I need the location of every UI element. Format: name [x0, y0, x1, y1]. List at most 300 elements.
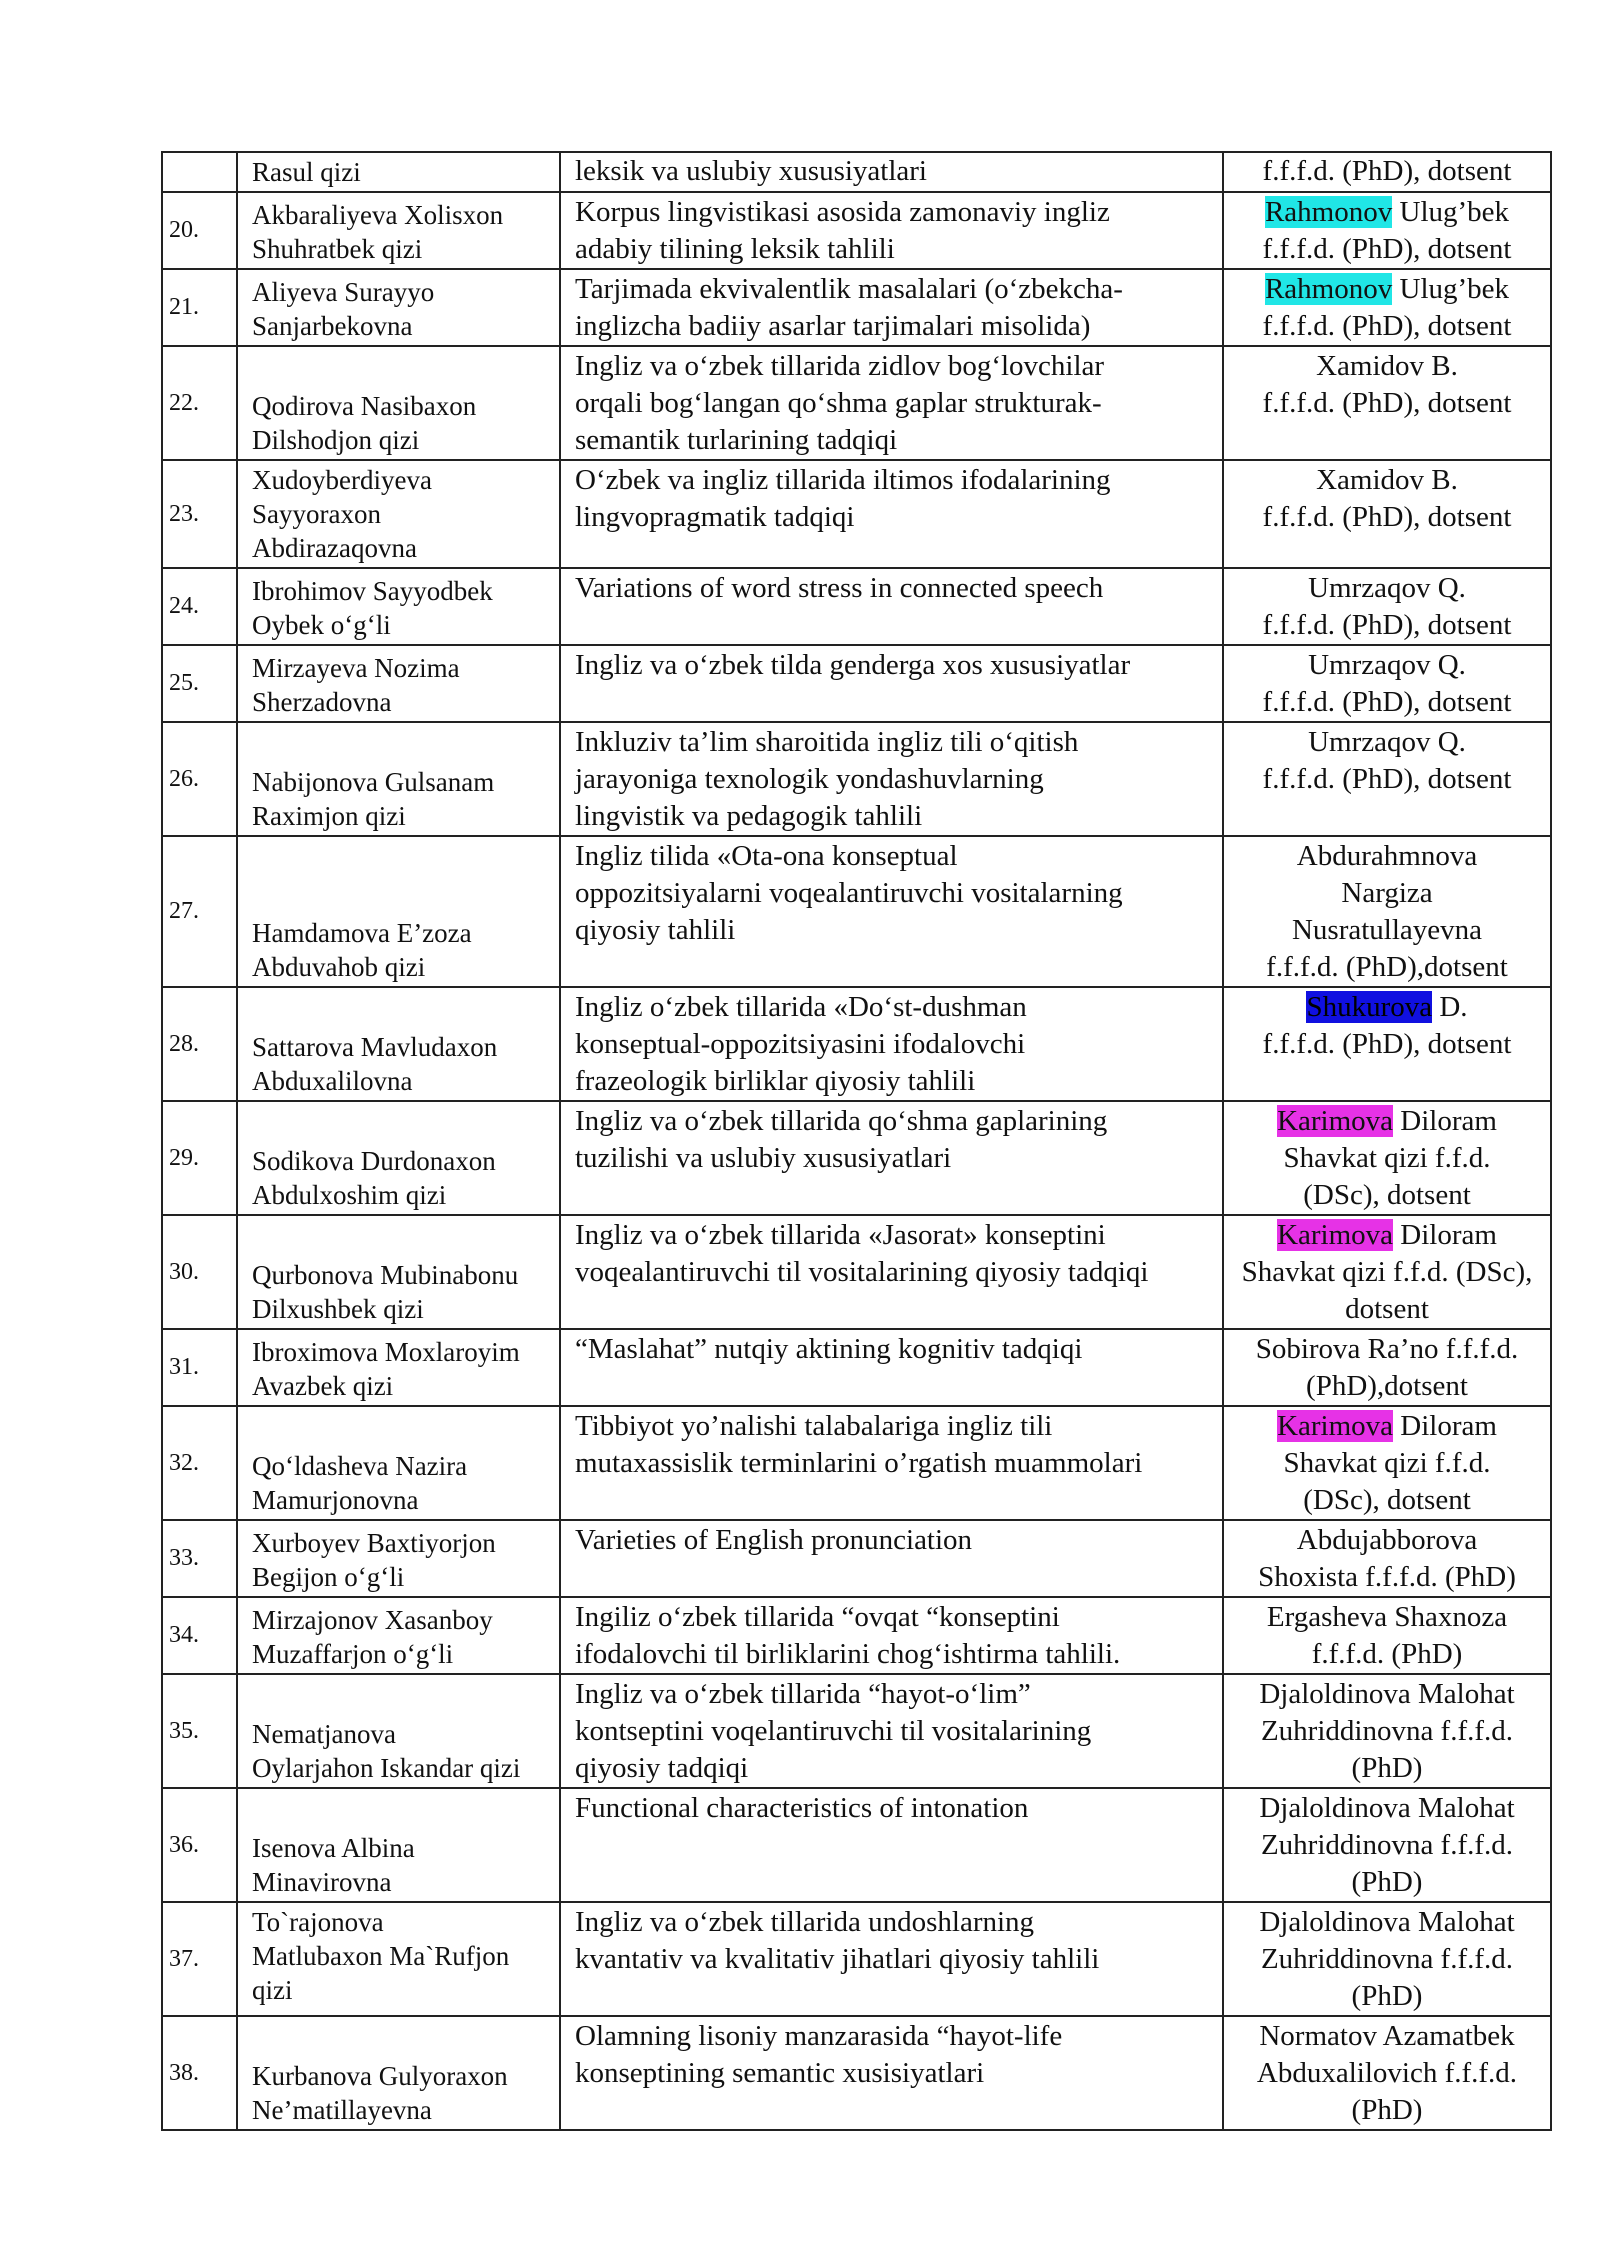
highlighted-surname: Karimova [1277, 1219, 1394, 1251]
advisor-cell [1223, 1101, 1551, 1215]
row-number-cell [162, 1101, 237, 1215]
advisor-cell [1223, 1520, 1551, 1597]
thesis-topic-line: Ingliz va o‘zbek tillarida qo‘shma gaplarining [575, 1105, 1108, 1137]
student-name-cell [237, 1101, 560, 1215]
advisor-line [1226, 499, 1548, 536]
advisor-text: Shavkat qizi f.f.d. [1283, 1447, 1491, 1479]
advisor-text: Shoxista f.f.f.d. (PhD) [1258, 1561, 1516, 1593]
advisor-text: f.f.f.d. (PhD), dotsent [1262, 310, 1512, 342]
advisor-line [1226, 1445, 1548, 1482]
student-name-line: Qurbonova Mubinabonu [252, 1260, 519, 1290]
advisor-line [1226, 1482, 1548, 1519]
advisor-line [1226, 1790, 1548, 1827]
student-name-line: Mirzayeva Nozima [252, 653, 460, 683]
highlighted-surname: Karimova [1277, 1410, 1394, 1442]
advisor-line [1226, 1941, 1548, 1978]
advisor-line [1226, 838, 1548, 875]
student-name-cell [237, 1329, 560, 1406]
advisor-text: Abdurahmnova [1296, 840, 1478, 872]
thesis-topic-cell [560, 645, 1223, 722]
advisor-cell [1223, 2016, 1551, 2130]
table-row [162, 152, 1551, 192]
student-name-line: Qo‘ldasheva Nazira [252, 1451, 468, 1481]
advisor-text: Djaloldinova Malohat [1259, 1678, 1515, 1710]
student-name-cell [237, 192, 560, 269]
thesis-topic-line: jarayoniga texnologik yondashuvlarning [575, 763, 1044, 795]
advisor-text: Diloram [1393, 1219, 1497, 1251]
thesis-topic-cell [560, 1406, 1223, 1520]
table-row [162, 2016, 1551, 2130]
row-number: 36. [169, 1831, 199, 1858]
student-name-line: Qodirova Nasibaxon [252, 391, 477, 421]
advisor-line [1226, 989, 1548, 1026]
student-name-line: Mamurjonovna [252, 1485, 419, 1515]
table-row [162, 1597, 1551, 1674]
table-row [162, 568, 1551, 645]
advisor-text: f.f.f.d. (PhD) [1311, 1638, 1463, 1670]
advisor-cell [1223, 1902, 1551, 2016]
thesis-topic-cell [560, 192, 1223, 269]
student-name-line: Kurbanova Gulyoraxon [252, 2061, 508, 2091]
advisor-text: Ulug’bek [1392, 273, 1510, 305]
student-name-line: Xudoyberdiyeva [252, 465, 432, 495]
row-number: 20. [169, 217, 199, 243]
advisor-cell [1223, 346, 1551, 460]
student-name-line: Rasul qizi [252, 157, 361, 187]
advisor-line [1226, 1140, 1548, 1177]
row-number-cell [162, 836, 237, 987]
thesis-topic-line: qiyosiy tadqiqi [575, 1752, 749, 1784]
advisor-line [1226, 462, 1548, 499]
advisor-text: (DSc), dotsent [1303, 1484, 1471, 1516]
table-row [162, 836, 1551, 987]
row-number: 28. [169, 1030, 199, 1057]
thesis-topic-line: Ingliz tilida «Ota-ona konseptual [575, 840, 958, 872]
student-name-line: Hamdamova E’zoza [252, 918, 472, 948]
thesis-topic-line: lingvistik va pedagogik tahlili [575, 800, 923, 832]
thesis-topic-cell [560, 1101, 1223, 1215]
row-number: 31. [169, 1354, 199, 1380]
advisor-cell [1223, 1406, 1551, 1520]
advisor-line [1226, 1904, 1548, 1941]
advisor-text: Zuhriddinovna f.f.f.d. [1260, 1715, 1514, 1747]
advisor-line [1226, 1864, 1548, 1901]
advisor-text: (PhD) [1351, 1752, 1423, 1784]
advisor-cell [1223, 722, 1551, 836]
thesis-topic-line: Ingliz va o‘zbek tillarida “hayot-o‘lim” [575, 1678, 1031, 1710]
thesis-topics-table [161, 151, 1552, 2131]
thesis-topic-line: oppozitsiyalarni voqealantiruvchi vositalarning [575, 877, 1123, 909]
thesis-topic-line: Varieties of English pronunciation [575, 1524, 973, 1556]
thesis-topic-line: Ingiliz o‘zbek tillarida “ovqat “konseptini [575, 1601, 1060, 1633]
advisor-line [1226, 308, 1548, 345]
student-name-line: Oybek o‘g‘li [252, 610, 391, 640]
thesis-topic-line: konseptual-oppozitsiyasini ifodalovchi [575, 1028, 1026, 1060]
table-row [162, 460, 1551, 568]
row-number-cell [162, 987, 237, 1101]
thesis-topic-line: Ingliz o‘zbek tillarida «Do‘st-dushman [575, 991, 1027, 1023]
table-body [162, 152, 1551, 2130]
advisor-text: (PhD) [1351, 1980, 1423, 2012]
thesis-topic-line: Ingliz va o‘zbek tillarida «Jasorat» konseptini [575, 1219, 1106, 1251]
row-number: 22. [169, 389, 199, 416]
advisor-line [1226, 154, 1548, 188]
student-name-line: Sanjarbekovna [252, 311, 413, 341]
advisor-line [1226, 724, 1548, 761]
advisor-line [1226, 2018, 1548, 2055]
advisor-text: Ulug’bek [1392, 196, 1510, 228]
advisor-cell [1223, 192, 1551, 269]
student-name-line: Raximjon qizi [252, 801, 406, 831]
thesis-topic-line: kontseptini voqelantiruvchi til vositalarining [575, 1715, 1092, 1747]
student-name-line: Akbaraliyeva Xolisxon [252, 200, 504, 230]
student-name-line: Sayyoraxon [252, 499, 381, 529]
advisor-text: (PhD) [1351, 1866, 1423, 1898]
student-name-cell [237, 1902, 560, 2016]
row-number: 25. [169, 670, 199, 696]
advisor-line [1226, 1559, 1548, 1596]
table-row [162, 1406, 1551, 1520]
advisor-line [1226, 1177, 1548, 1214]
thesis-topic-line: konseptining semantic xusisiyatlari [575, 2057, 985, 2089]
advisor-cell [1223, 836, 1551, 987]
advisor-line [1226, 348, 1548, 385]
table-row [162, 1101, 1551, 1215]
thesis-topic-line: inglizcha badiiy asarlar tarjimalari misolida) [575, 310, 1091, 342]
thesis-topic-line: “Maslahat” nutqiy aktining kognitiv tadqiqi [575, 1333, 1083, 1365]
advisor-line [1226, 607, 1548, 644]
advisor-line [1226, 231, 1548, 268]
highlighted-surname: Karimova [1277, 1105, 1394, 1137]
thesis-topic-line: Korpus lingvistikasi asosida zamonaviy ingliz [575, 196, 1110, 228]
student-name-line: Abdirazaqovna [252, 533, 417, 563]
student-name-cell [237, 460, 560, 568]
advisor-text: Djaloldinova Malohat [1259, 1792, 1515, 1824]
advisor-text: Diloram [1393, 1410, 1497, 1442]
thesis-topic-line: Ingliz va o‘zbek tilda genderga xos xususiyatlar [575, 649, 1131, 681]
thesis-topic-cell [560, 460, 1223, 568]
table-row [162, 1902, 1551, 2016]
thesis-topic-line: Tarjimada ekvivalentlik masalalari (o‘zbekcha- [575, 273, 1123, 305]
thesis-topic-line: ifodalovchi til birliklarini chog‘ishtirma tahlili. [575, 1638, 1121, 1670]
advisor-text: Umrzaqov Q. [1308, 572, 1466, 604]
thesis-topic-line: mutaxassislik terminlarini o’rgatish muammolari [575, 1447, 1143, 1479]
student-name-line: Minavirovna [252, 1867, 392, 1897]
row-number-cell [162, 2016, 237, 2130]
row-number-cell [162, 1902, 237, 2016]
advisor-text: Shavkat qizi f.f.d. [1283, 1142, 1491, 1174]
student-name-cell [237, 1406, 560, 1520]
student-name-line: Begijon o‘g‘li [252, 1562, 405, 1592]
advisor-text: f.f.f.d. (PhD), dotsent [1262, 233, 1512, 265]
advisor-line [1226, 1254, 1548, 1291]
row-number: 33. [169, 1545, 199, 1571]
thesis-topic-line: orqali bog‘langan qo‘shma gaplar strukturak- [575, 387, 1102, 419]
advisor-text: Sobirova Ra’no f.f.f.d. [1255, 1333, 1519, 1365]
row-number: 23. [169, 500, 199, 527]
thesis-topic-cell [560, 1520, 1223, 1597]
thesis-topic-line: Olamning lisoniy manzarasida “hayot-life [575, 2020, 1063, 2052]
advisor-line [1226, 1978, 1548, 2015]
student-name-cell [237, 346, 560, 460]
advisor-line [1226, 1368, 1548, 1405]
advisor-cell [1223, 269, 1551, 346]
thesis-topic-cell [560, 1597, 1223, 1674]
student-name-cell [237, 1674, 560, 1788]
row-number-cell [162, 192, 237, 269]
row-number-cell [162, 568, 237, 645]
advisor-text: (DSc), dotsent [1303, 1179, 1471, 1211]
advisor-line [1226, 271, 1548, 308]
table-row [162, 722, 1551, 836]
advisor-cell [1223, 1215, 1551, 1329]
advisor-text: f.f.f.d. (PhD),dotsent [1266, 951, 1508, 983]
student-name-cell [237, 1597, 560, 1674]
advisor-text: Xamidov B. [1316, 350, 1458, 382]
student-name-line: qizi [252, 1975, 293, 2005]
advisor-cell [1223, 1674, 1551, 1788]
thesis-topic-cell [560, 836, 1223, 987]
student-name-line: Avazbek qizi [252, 1371, 394, 1401]
advisor-cell [1223, 1597, 1551, 1674]
advisor-text: dotsent [1345, 1293, 1429, 1325]
row-number: 35. [169, 1717, 199, 1744]
advisor-line [1226, 1217, 1548, 1254]
student-name-line: Sattarova Mavludaxon [252, 1032, 498, 1062]
row-number: 30. [169, 1258, 199, 1285]
row-number-cell [162, 1597, 237, 1674]
advisor-text: Zuhriddinovna f.f.f.d. [1260, 1829, 1514, 1861]
table-row [162, 346, 1551, 460]
advisor-text: Normatov Azamatbek [1259, 2020, 1515, 2052]
advisor-line [1226, 912, 1548, 949]
advisor-text: f.f.f.d. (PhD), dotsent [1262, 1028, 1512, 1060]
thesis-topic-cell [560, 1902, 1223, 2016]
row-number-cell [162, 722, 237, 836]
advisor-line [1226, 761, 1548, 798]
thesis-topic-line: Tibbiyot yo’nalishi talabalariga ingliz tili [575, 1410, 1053, 1442]
row-number-cell [162, 346, 237, 460]
row-number: 26. [169, 765, 199, 792]
advisor-line [1226, 875, 1548, 912]
row-number-cell [162, 645, 237, 722]
advisor-line [1226, 1636, 1548, 1673]
row-number-cell [162, 460, 237, 568]
student-name-cell [237, 1788, 560, 1902]
thesis-topic-line: Variations of word stress in connected speech [575, 572, 1104, 604]
student-name-cell [237, 987, 560, 1101]
advisor-text: Nargiza [1341, 877, 1433, 909]
thesis-topic-line: adabiy tilining leksik tahlili [575, 233, 895, 265]
thesis-topic-line: semantik turlarining tadqiqi [575, 424, 898, 456]
student-name-line: Abduvahob qizi [252, 952, 426, 982]
row-number: 29. [169, 1144, 199, 1171]
advisor-line [1226, 1331, 1548, 1368]
advisor-text: Ergasheva Shaxnoza [1266, 1601, 1508, 1633]
row-number-cell [162, 1215, 237, 1329]
advisor-cell [1223, 460, 1551, 568]
advisor-line [1226, 1026, 1548, 1063]
advisor-text: Shavkat qizi f.f.d. (DSc), [1241, 1256, 1533, 1288]
table-row [162, 645, 1551, 722]
thesis-topic-cell [560, 346, 1223, 460]
row-number: 24. [169, 593, 199, 619]
advisor-line [1226, 1408, 1548, 1445]
thesis-topic-line: frazeologik birliklar qiyosiy tahlili [575, 1065, 976, 1097]
advisor-text: f.f.f.d. (PhD), dotsent [1262, 686, 1512, 718]
advisor-text: f.f.f.d. (PhD), dotsent [1262, 609, 1512, 641]
advisor-line [1226, 684, 1548, 721]
student-name-cell [237, 152, 560, 192]
student-name-line: Nabijonova Gulsanam [252, 767, 495, 797]
advisor-line [1226, 1291, 1548, 1328]
advisor-line [1226, 949, 1548, 986]
student-name-line: Aliyeva Surayyo [252, 277, 435, 307]
advisor-text: Xamidov B. [1316, 464, 1458, 496]
advisor-cell [1223, 1329, 1551, 1406]
advisor-cell [1223, 645, 1551, 722]
student-name-cell [237, 269, 560, 346]
thesis-topic-line: Ingliz va o‘zbek tillarida undoshlarning [575, 1906, 1035, 1938]
advisor-text: Zuhriddinovna f.f.f.d. [1260, 1943, 1514, 1975]
student-name-cell [237, 645, 560, 722]
student-name-line: Dilxushbek qizi [252, 1294, 424, 1324]
table-row [162, 269, 1551, 346]
advisor-line [1226, 194, 1548, 231]
thesis-topic-line: tuzilishi va uslubiy xususiyatlari [575, 1142, 952, 1174]
student-name-line: Matlubaxon Ma`Rufjon [252, 1941, 510, 1971]
highlighted-surname: Rahmonov [1264, 273, 1393, 305]
row-number-cell [162, 1329, 237, 1406]
table-row [162, 192, 1551, 269]
student-name-line: Muzaffarjon o‘g‘li [252, 1639, 454, 1669]
advisor-text: f.f.f.d. (PhD), dotsent [1262, 501, 1512, 533]
advisor-text: Diloram [1393, 1105, 1497, 1137]
thesis-topic-cell [560, 1329, 1223, 1406]
thesis-topic-cell [560, 2016, 1223, 2130]
student-name-line: Ne’matillayevna [252, 2095, 432, 2125]
table-row [162, 987, 1551, 1101]
advisor-text: D. [1432, 991, 1468, 1023]
student-name-cell [237, 722, 560, 836]
advisor-line [1226, 2092, 1548, 2129]
thesis-topic-cell [560, 152, 1223, 192]
advisor-line [1226, 647, 1548, 684]
row-number-cell [162, 1406, 237, 1520]
thesis-topic-cell [560, 987, 1223, 1101]
advisor-text: Umrzaqov Q. [1308, 649, 1466, 681]
student-name-line: Isenova Albina [252, 1833, 415, 1863]
advisor-line [1226, 570, 1548, 607]
row-number: 37. [169, 1945, 199, 1972]
advisor-line [1226, 1522, 1548, 1559]
thesis-topic-line: kvantativ va kvalitativ jihatlari qiyosiy tahlili [575, 1943, 1100, 1975]
student-name-cell [237, 1215, 560, 1329]
student-name-line: Ibroximova Moxlaroyim [252, 1337, 520, 1367]
student-name-cell [237, 568, 560, 645]
student-name-cell [237, 836, 560, 987]
thesis-topic-line: Functional characteristics of intonation [575, 1792, 1029, 1824]
advisor-text: Djaloldinova Malohat [1259, 1906, 1515, 1938]
student-name-line: Oylarjahon Iskandar qizi [252, 1753, 521, 1783]
row-number: 21. [169, 294, 199, 320]
advisor-cell [1223, 1788, 1551, 1902]
student-name-line: Ibrohimov Sayyodbek [252, 576, 493, 606]
row-number-cell [162, 1674, 237, 1788]
student-name-line: To`rajonova [252, 1907, 384, 1937]
row-number: 38. [169, 2059, 199, 2086]
student-name-line: Abduxalilovna [252, 1066, 413, 1096]
highlighted-surname: Shukurova [1306, 991, 1433, 1023]
student-name-line: Nematjanova [252, 1719, 396, 1749]
advisor-line [1226, 1713, 1548, 1750]
row-number-cell [162, 1520, 237, 1597]
table-row [162, 1329, 1551, 1406]
thesis-topic-line: O‘zbek va ingliz tillarida iltimos ifodalarining [575, 464, 1111, 496]
advisor-text: (PhD),dotsent [1306, 1370, 1468, 1402]
thesis-topic-line: leksik va uslubiy xususiyatlari [575, 155, 927, 187]
advisor-cell [1223, 152, 1551, 192]
table-row [162, 1674, 1551, 1788]
thesis-topic-cell [560, 269, 1223, 346]
advisor-line [1226, 1676, 1548, 1713]
advisor-text: f.f.f.d. (PhD), dotsent [1262, 763, 1512, 795]
row-number-cell [162, 1788, 237, 1902]
thesis-topic-cell [560, 1674, 1223, 1788]
table-row [162, 1788, 1551, 1902]
advisor-text: Umrzaqov Q. [1308, 726, 1466, 758]
row-number-cell [162, 152, 237, 192]
student-name-line: Mirzajonov Xasanboy [252, 1605, 493, 1635]
advisor-line [1226, 385, 1548, 422]
thesis-topic-line: voqealantiruvchi til vositalarining qiyosiy tadqiqi [575, 1256, 1149, 1288]
student-name-cell [237, 1520, 560, 1597]
thesis-topic-line: qiyosiy tahlili [575, 914, 736, 946]
row-number: 32. [169, 1449, 199, 1476]
student-name-line: Dilshodjon qizi [252, 425, 420, 455]
advisor-line [1226, 1827, 1548, 1864]
advisor-text: Abduxalilovich f.f.f.d. [1256, 2057, 1518, 2089]
advisor-line [1226, 1750, 1548, 1787]
thesis-topic-cell [560, 1215, 1223, 1329]
advisor-line [1226, 1103, 1548, 1140]
student-name-line: Abdulxoshim qizi [252, 1180, 447, 1210]
advisor-cell [1223, 987, 1551, 1101]
thesis-topic-line: Ingliz va o‘zbek tillarida zidlov bog‘lovchilar [575, 350, 1105, 382]
row-number: 27. [169, 898, 199, 924]
table-row [162, 1215, 1551, 1329]
advisor-line [1226, 1599, 1548, 1636]
row-number: 34. [169, 1622, 199, 1648]
row-number-cell [162, 269, 237, 346]
thesis-topic-line: Inkluziv ta’lim sharoitida ingliz tili o‘qitish [575, 726, 1079, 758]
thesis-topic-cell [560, 722, 1223, 836]
advisor-text: f.f.f.d. (PhD), dotsent [1262, 387, 1512, 419]
student-name-line: Xurboyev Baxtiyorjon [252, 1528, 496, 1558]
advisor-text: f.f.f.d. (PhD), dotsent [1262, 155, 1512, 187]
advisor-text: Abdujabborova [1296, 1524, 1478, 1556]
thesis-topic-line: lingvopragmatik tadqiqi [575, 501, 855, 533]
student-name-line: Shuhratbek qizi [252, 234, 423, 264]
advisor-line [1226, 2055, 1548, 2092]
advisor-text: Nusratullayevna [1291, 914, 1483, 946]
advisor-cell [1223, 568, 1551, 645]
highlighted-surname: Rahmonov [1264, 196, 1393, 228]
thesis-topic-cell [560, 1788, 1223, 1902]
student-name-cell [237, 2016, 560, 2130]
student-name-line: Sherzadovna [252, 687, 392, 717]
advisor-text: (PhD) [1351, 2094, 1423, 2126]
